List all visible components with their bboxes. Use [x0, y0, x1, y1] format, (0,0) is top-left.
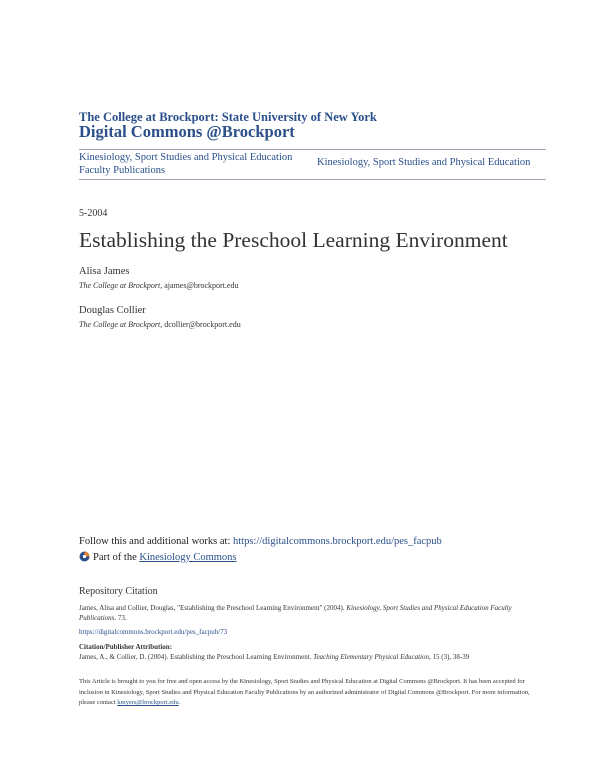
divider-top — [79, 149, 546, 150]
follow-line: Follow this and additional works at: https://digitalcommons.brockport.edu/pes_facpub — [79, 536, 442, 547]
author-name: Alisa James — [79, 266, 130, 277]
article-title: Establishing the Preschool Learning Environment — [79, 228, 508, 252]
citation-text: James, Alisa and Collier, Douglas, "Establishing the Preschool Learning Environment" (2004). Kinesiology, Sport Studies and Physical Education Faculty Publications. 73. — [79, 604, 512, 622]
citation-attribution-heading: Citation/Publisher Attribution: — [79, 643, 173, 651]
institution-name[interactable]: The College at Brockport: State University of New York — [79, 110, 377, 124]
commons-network-icon — [79, 551, 90, 565]
repository-citation-heading: Repository Citation — [79, 586, 158, 597]
collection-left-link[interactable]: Kinesiology, Sport Studies and Physical Education Faculty Publications — [79, 152, 293, 176]
repository-name[interactable]: Digital Commons @Brockport — [79, 122, 295, 141]
divider-bottom — [79, 179, 546, 180]
citation-attribution-text: James, A., & Collier, D. (2004). Establishing the Preschool Learning Environment. Teaching Elementary Physical Education, 15 (3), 38-39 — [79, 653, 470, 661]
author-affiliation: The College at Brockport, ajames@brockport.edu — [79, 281, 239, 290]
publication-date: 5-2004 — [79, 208, 108, 219]
kinesiology-commons-link[interactable]: Kinesiology Commons — [139, 552, 237, 563]
collection-right-link[interactable]: Kinesiology, Sport Studies and Physical Education — [317, 157, 531, 168]
collection-url-link[interactable]: https://digitalcommons.brockport.edu/pes_facpub — [233, 536, 442, 547]
part-of-line: Part of the Kinesiology Commons — [79, 551, 237, 565]
citation-url-link[interactable]: https://digitalcommons.brockport.edu/pes_facpub/73 — [79, 628, 228, 636]
author-name: Douglas Collier — [79, 305, 146, 316]
author-affiliation: The College at Brockport, dcollier@brockport.edu — [79, 320, 241, 329]
access-notice: This Article is brought to you for free and open access by the Kinesiology, Sport Studies and Physical Education at Digital Commons @Brockport. It has been accepted for inclusion in Kinesiology, Sport Studies and Physical Education Faculty Publications by an authorized administrator of Digital Commons @Brockport. For more information, please contact kmyers@brockport.edu. — [79, 678, 530, 706]
contact-email-link[interactable]: kmyers@brockport.edu — [117, 699, 179, 706]
